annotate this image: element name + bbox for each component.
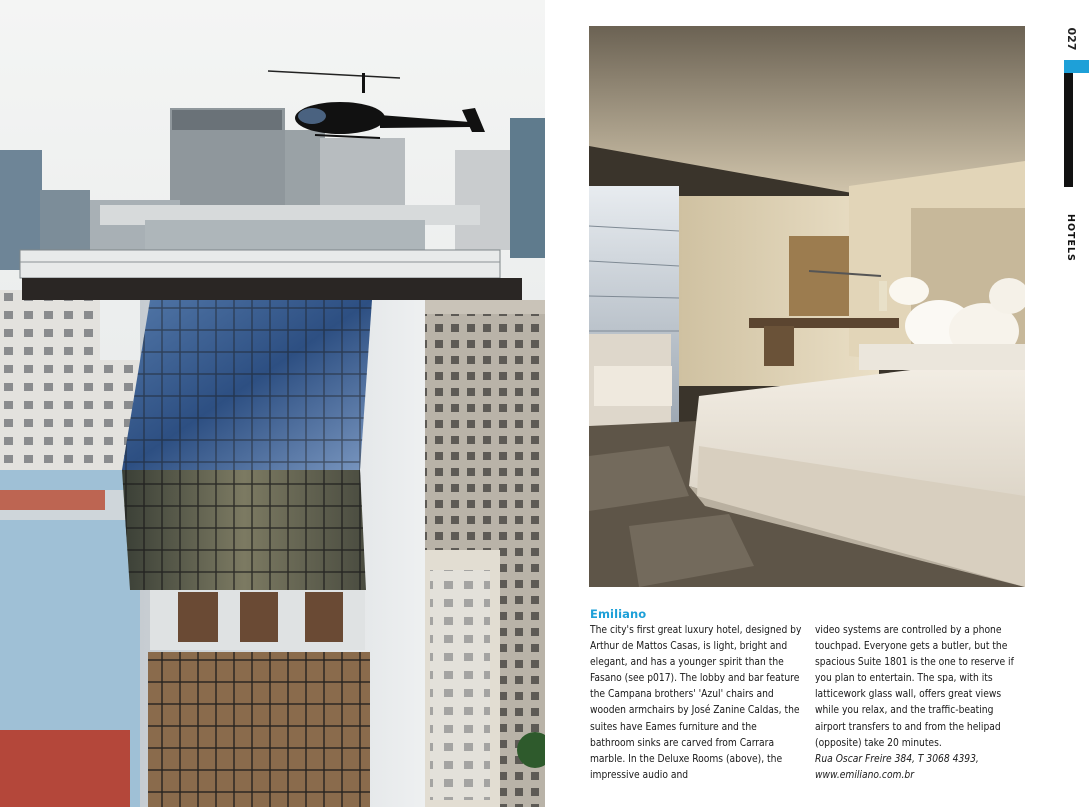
section-tab-accent (1064, 60, 1089, 73)
article-column-2 (815, 623, 1027, 784)
section-tab-bar (1064, 73, 1073, 187)
article-title: Emiliano (590, 607, 647, 621)
article-body-2: video systems are controlled by a phone touchpad. Everyone gets a butler, but the spacious Suite 1801 is the one to reserve if you plan to entertain. The spa, with its latticework glass wall, offers great views while you relax, and the traffic-beating airport transfers to and from the helipad (opposite) take 20 minutes. (815, 625, 1014, 749)
page-number: 027 (1065, 27, 1078, 51)
hotel-website-link[interactable]: www.emiliano.com.br (815, 769, 914, 781)
article-body-1: The city's first great luxury hotel, designed by Arthur de Mattos Casas, is light, bright and elegant, and has a younger spirit than the Fasano (see p017). The lobby and bar feature the Campana brothers' 'Azul' chairs and wooden armchairs by José Zanine Caldas, the suites have Eames furniture and the bathroom sinks are carved from Carrara marble. In the Deluxe Rooms (above), the impressive audio and (590, 625, 802, 781)
article-column-1 (590, 623, 802, 784)
section-label: HOTELS (1065, 214, 1076, 262)
deluxe-room-photo (589, 26, 1025, 587)
hotel-address: Rua Oscar Freire 384, T 3068 4393, (815, 753, 979, 765)
